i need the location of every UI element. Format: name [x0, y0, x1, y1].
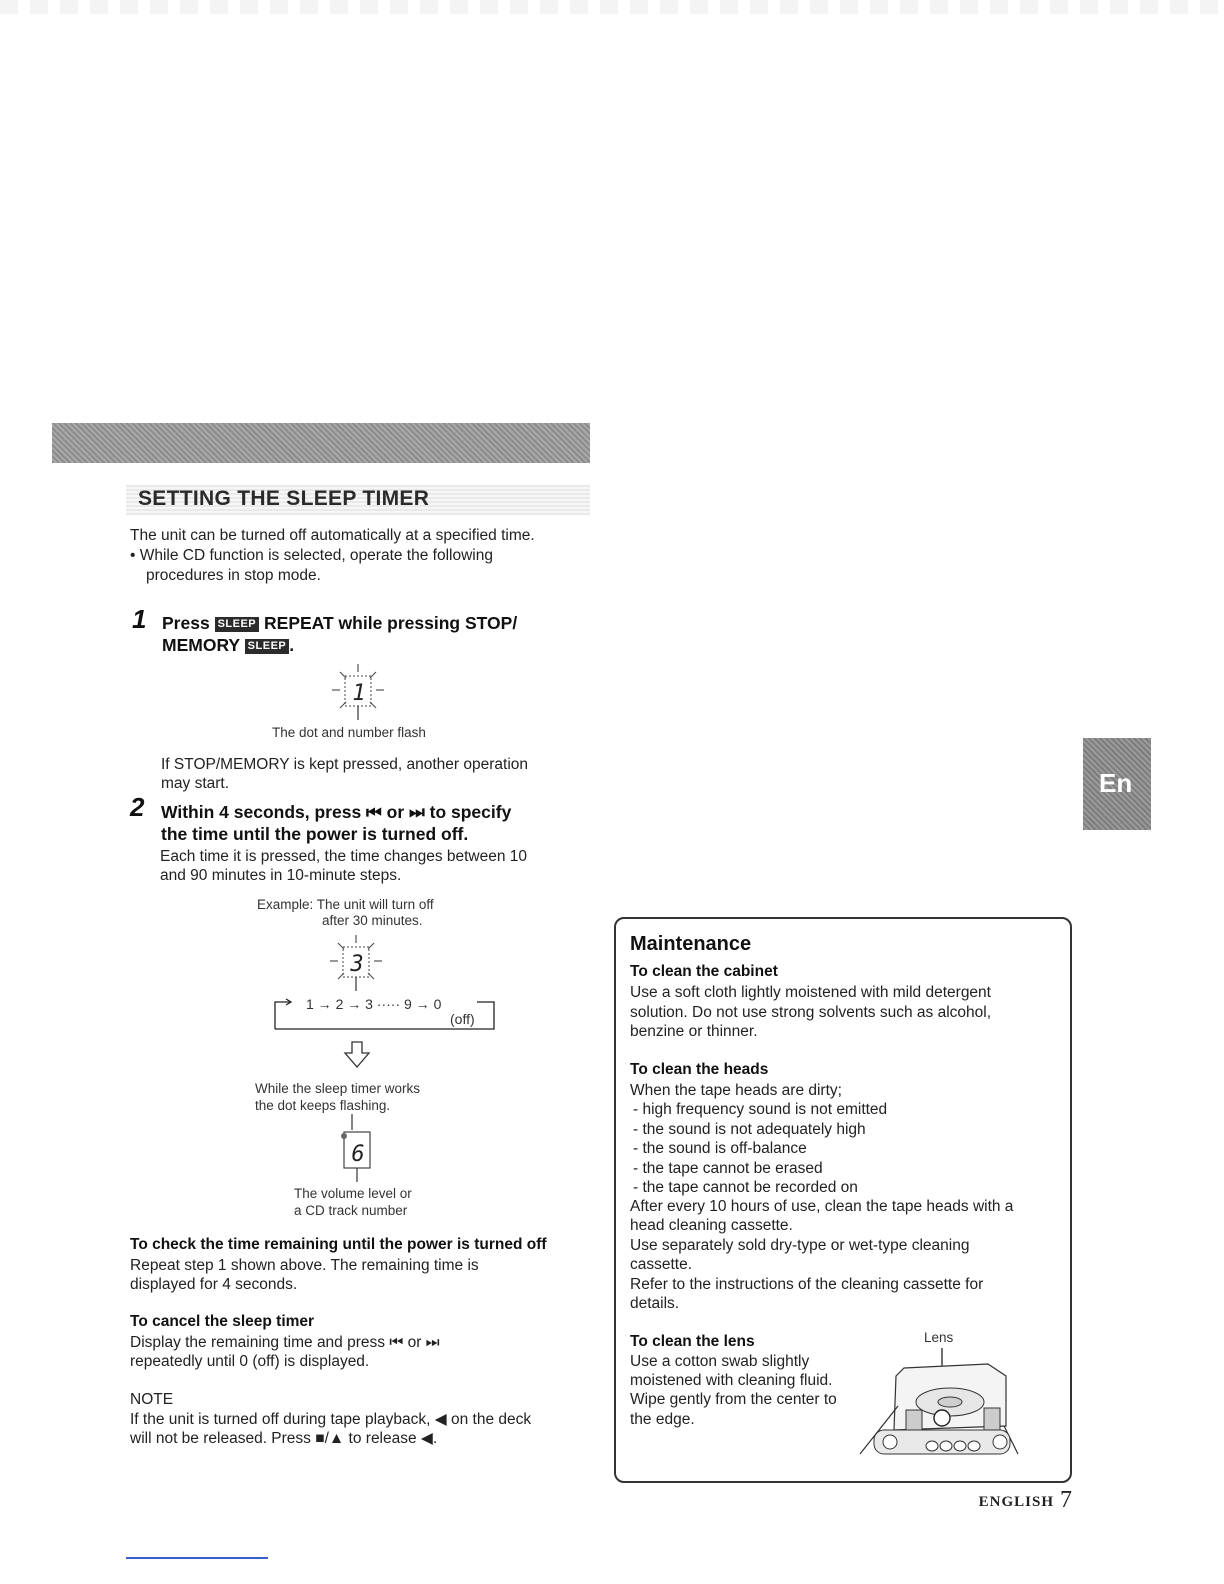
- cabinet-text-2: solution. Do not use strong solvents such as alcohol,: [630, 1004, 992, 1021]
- footer-blue-line: [126, 1557, 268, 1559]
- heads-ref-1: Refer to the instructions of the cleaning cassette for: [630, 1276, 984, 1293]
- sleep-badge: SLEEP: [215, 617, 260, 632]
- cycle-off: (off): [450, 1011, 475, 1027]
- step-2-number: 2: [130, 792, 145, 822]
- heads-sep-2: cassette.: [630, 1256, 693, 1273]
- step-1-note-cont: may start.: [161, 775, 230, 792]
- check-body: Repeat step 1 shown above. The remaining time is: [130, 1257, 479, 1274]
- step-1-heading-line2: [162, 634, 294, 656]
- note-body-cont: will not be released. Press ■/▲ to release ◀.: [130, 1430, 438, 1447]
- step-1-repeat: REPEAT while pressing STOP/: [264, 613, 518, 633]
- step-1-note: If STOP/MEMORY is kept pressed, another operation: [161, 756, 529, 773]
- example-label: Example: The unit will turn off: [257, 897, 434, 912]
- display-digit-3: 3: [350, 952, 364, 977]
- heads-list: [633, 1100, 887, 1198]
- flashing-display-1: [330, 662, 386, 722]
- footer-language: ENGLISH: [978, 1494, 1054, 1510]
- note-title: NOTE: [130, 1391, 174, 1408]
- timer-works-label: While the sleep timer works: [255, 1081, 421, 1096]
- sleep-badge-2: SLEEP: [245, 639, 290, 654]
- step-1-period: .: [289, 635, 295, 655]
- cycle-sequence: 1 → 2 → 3 ····· 9 → 0: [306, 996, 442, 1012]
- lens-title: To clean the lens: [630, 1333, 755, 1350]
- cabinet-text-3: benzine or thinner.: [630, 1023, 758, 1040]
- top-dotted-border: [0, 0, 1224, 14]
- lens-text-4: the edge.: [630, 1411, 695, 1428]
- section-title: SETTING THE SLEEP TIMER: [138, 487, 430, 510]
- flash-caption: The dot and number flash: [272, 725, 426, 740]
- heads-ref-2: details.: [630, 1295, 680, 1312]
- step-1-memory: MEMORY: [162, 635, 240, 655]
- step-2-body-cont: and 90 minutes in 10-minute steps.: [160, 867, 402, 884]
- section-band: [52, 423, 590, 463]
- step-1-number: 1: [132, 604, 147, 634]
- timer-works-label-cont: the dot keeps flashing.: [255, 1098, 391, 1113]
- list-item: - the tape cannot be recorded on: [633, 1179, 858, 1196]
- lens-text-1: Use a cotton swab slightly: [630, 1353, 810, 1370]
- cabinet-text-1: Use a soft cloth lightly moistened with mild detergent: [630, 984, 991, 1001]
- display-digit-6: 6: [351, 1142, 365, 1167]
- lens-text-3: Wipe gently from the center to: [630, 1391, 837, 1408]
- intro-text: The unit can be turned off automatically at a specified time.: [130, 527, 535, 544]
- step-2-body: Each time it is pressed, the time changes between 10: [160, 848, 528, 865]
- step-2-heading-line1: Within 4 seconds, press ⏮ or ⏭ to specify: [161, 802, 512, 822]
- example-label-cont: after 30 minutes.: [322, 913, 423, 928]
- list-item: - the sound is not adequately high: [633, 1120, 866, 1138]
- list-item: - high frequency sound is not emitted: [633, 1101, 888, 1118]
- intro-bullet-cont: procedures in stop mode.: [146, 567, 321, 584]
- volume-display-6: [338, 1112, 378, 1184]
- down-arrow-icon: [343, 1040, 371, 1070]
- cd-player-lens-illustration: [858, 1346, 1024, 1464]
- cancel-body-cont: repeatedly until 0 (off) is displayed.: [130, 1353, 370, 1370]
- heads-title: To clean the heads: [630, 1061, 769, 1078]
- heads-sep-1: Use separately sold dry-type or wet-type cleaning: [630, 1237, 970, 1254]
- check-body-cont: displayed for 4 seconds.: [130, 1276, 298, 1293]
- lens-text-2: moistened with cleaning fluid.: [630, 1372, 833, 1389]
- step-2-heading-line2: the time until the power is turned off.: [161, 824, 469, 844]
- step-1-press: Press: [162, 613, 210, 633]
- display-digit-1: 1: [352, 681, 366, 706]
- heads-after-2: head cleaning cassette.: [630, 1217, 793, 1234]
- page-number: 7: [1060, 1487, 1072, 1513]
- check-title: To check the time remaining until the power is turned off: [130, 1236, 547, 1253]
- cancel-title: To cancel the sleep timer: [130, 1313, 315, 1330]
- list-item: - the sound is off-balance: [633, 1140, 807, 1157]
- cancel-body: Display the remaining time and press ⏮ or ⏭: [130, 1334, 440, 1351]
- step-1-heading-line1: [162, 612, 517, 634]
- maintenance-title: Maintenance: [630, 933, 752, 955]
- cabinet-title: To clean the cabinet: [630, 963, 778, 980]
- flashing-display-3: [328, 933, 384, 993]
- heads-after-1: After every 10 hours of use, clean the tape heads with a: [630, 1198, 1014, 1215]
- heads-intro: When the tape heads are dirty;: [630, 1082, 842, 1099]
- intro-bullet: • While CD function is selected, operate the following: [130, 547, 493, 564]
- lens-label: Lens: [924, 1330, 954, 1345]
- volume-caption-cont: a CD track number: [294, 1203, 408, 1218]
- language-tab-label: En: [1099, 768, 1133, 798]
- list-item: - the tape cannot be erased: [633, 1159, 823, 1177]
- note-body: If the unit is turned off during tape playback, ◀ on the deck: [130, 1411, 532, 1428]
- volume-caption: The volume level or: [294, 1186, 412, 1201]
